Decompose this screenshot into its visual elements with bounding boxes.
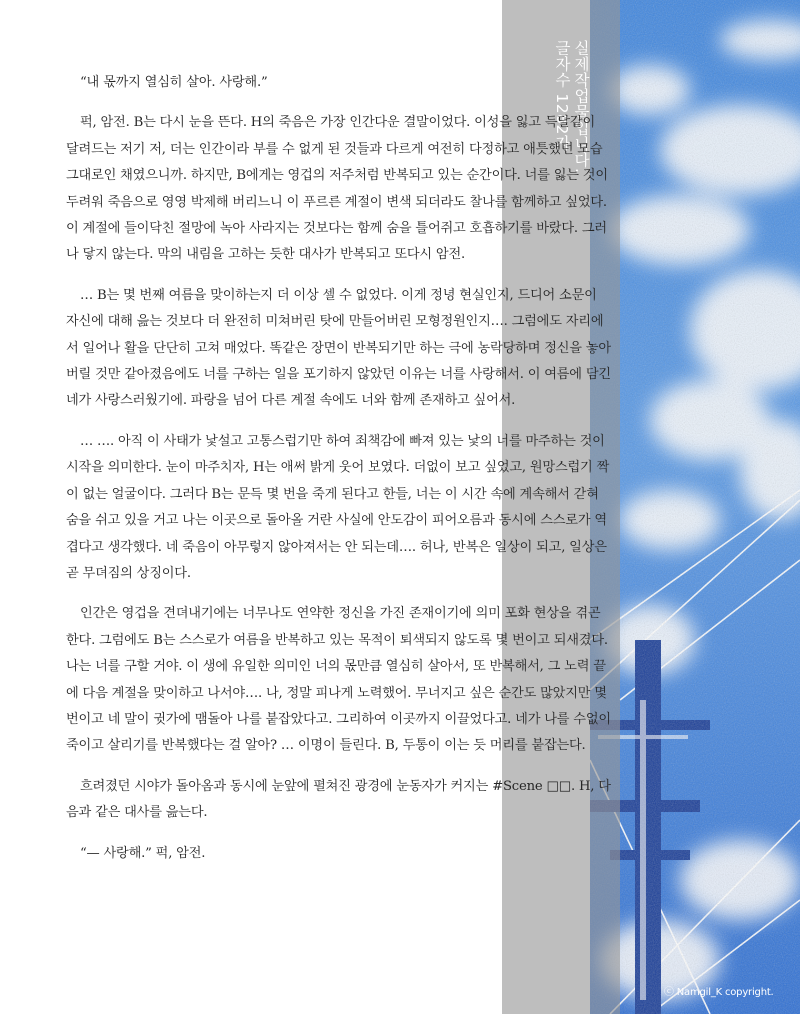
paragraph: “내 몫까지 열심히 살아. 사랑해.” [80,75,268,90]
caption-line-1: 실제작업물입니다. [572,40,590,174]
caption-line-2: 글자수 1282자 [553,40,571,151]
sky-illustration [590,0,800,1014]
paragraph: “— 사랑해.” 퍽, 암전. [80,845,206,861]
paragraph: 퍽, 암전. B는 다시 눈을 뜬다. H의 죽음은 가장 인간다운 결말이었다. 이성을 잃고 득달같이 달려드는 저기 저, 더는 인간이라 부를 수 없게 된 것들과 다르게 여전히 다정하고 애틋했던 모습 그대로인 채였으니까. 하지만, B에게는 영겁의 저주처럼 반복되고 있는 순간이다. 너를 잃는 것이 두려워 죽음으로 영영 박제해 버리느니 이 푸르른 계절이 변색 되더라도 찰나를 함께하고 싶었다. 이 계절에 들이닥친 절망에 녹아 사라지는 것보다는 함께 숨을 틀어쥐고 호흡하기를 바랐다. 그러나 닿지 않는다. 막의 내림을 고하는 듯한 대사가 반복되고 또다시 암전. [66,115,608,263]
body-text [66,70,611,881]
paragraph: … …. 아직 이 사태가 낯설고 고통스럽기만 하여 죄책감에 빠져 있는 낯의 너를 마주하는 것이 시작을 의미한다. 눈이 마주치자, H는 애써 밝게 웃어 보였다. 더없이 보고 싶었고, 원망스럽기 짝이 없는 얼굴이다. 그러다 B는 문득 몇 번을 죽게 된다고 한들, 너는 이 시간 속에 계속해서 갇혀 숨을 쉬고 있을 거고 나는 이곳으로 돌아올 거란 사실에 안도감이 피어오름과 동시에 스스로가 역겹다고 생각했다. 네 죽음이 아무렇지 않아져서는 안 되는데…. 허나, 반복은 일상이 되고, 일상은 곧 무뎌짐의 상징이다. [66,433,610,581]
paragraph: … B는 몇 번째 여름을 맞이하는지 더 이상 셀 수 없었다. 이게 정녕 현실인지, 드디어 소문이 자신에 대해 읊는 것보다 더 완전히 미쳐버린 탓에 만들어버린 모형정원인지…. 그럼에도 자리에서 일어나 활을 단단히 고쳐 매었다. 똑같은 장면이 반복되기만 하는 극에 농락당하며 정신을 놓아버릴 것만 같아졌음에도 너를 구하는 일을 포기하지 않았던 이유는 너를 사랑해서. 이 여름에 담긴 네가 사랑스러웠기에. 파랑을 넘어 다른 계절 속에도 너와 함께 존재하고 싶어서. [66,287,611,409]
paragraph: 인간은 영겁을 견뎌내기에는 너무나도 연약한 정신을 가진 존재이기에 의미 포화 현상을 겪곤 한다. 그럼에도 B는 스스로가 여름을 반복하고 있는 목적이 퇴색되지 않도록 몇 번이고 되새겼다. 나는 너를 구할 거야. 이 생에 유일한 의미인 너의 몫만큼 열심히 살아서, 또 반복해서, 그 노력 끝에 다음 계절을 맞이하고 나서야…. 나, 정말 피나게 노력했어. 무너지고 싶은 순간도 많았지만 몇 번이고 네 말이 귓가에 맴돌아 나를 붙잡았다고. 그리하여 이곳까지 이끌었다고. 네가 나를 수없이 죽이고 살리기를 반복했다는 걸 알아? … 이명이 들린다. B, 두통이 이는 듯 머리를 붙잡는다. [66,606,611,754]
paragraph: 흐려졌던 시야가 돌아옴과 동시에 눈앞에 펼쳐진 광경에 눈동자가 커지는 #Scene □□. H, 다음과 같은 대사를 읊는다. [66,778,611,821]
copyright-notice: ⓒ Namgil_K copyright. [664,987,774,998]
